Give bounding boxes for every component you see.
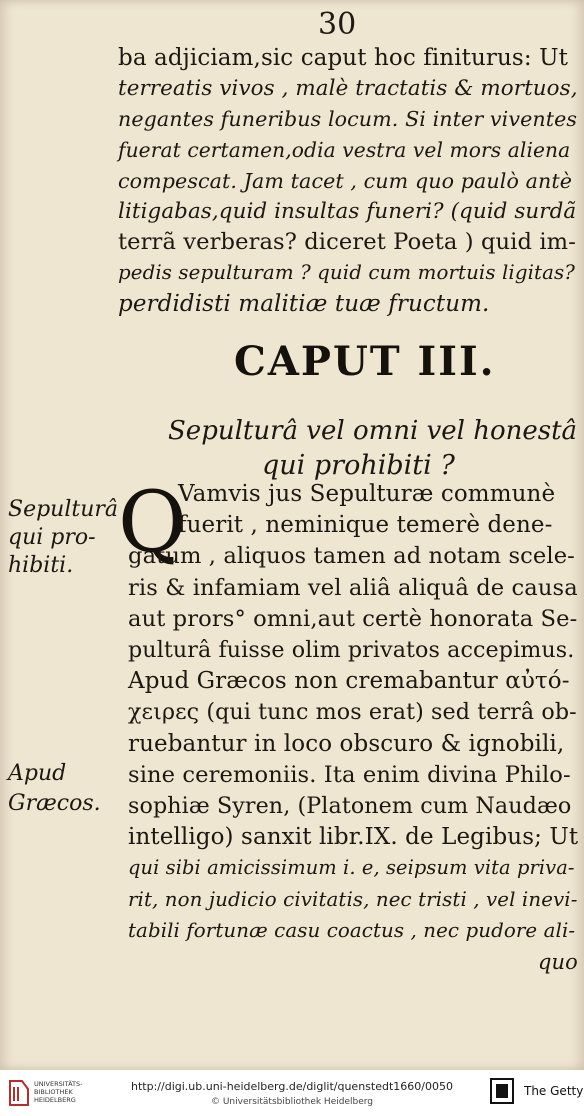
viewer-footer (0, 1070, 584, 1116)
chapter-subtitle-line-1: Sepulturâ vel omni vel honestâ (168, 416, 578, 446)
catchword: quo (538, 950, 578, 974)
text-line: qui sibi amicissimum i. e, seipsum vita priva- (128, 856, 575, 880)
text-line: tabili fortunæ casu coactus , nec pudore ali- (128, 918, 576, 942)
text-line: pulturâ fuisse olim privatos accepimus. (128, 637, 575, 663)
chapter-heading: CAPUT III. (234, 338, 496, 385)
library-name: UNIVERSITÄTS- BIBLIOTHEK HEIDELBERG (34, 1080, 83, 1104)
copyright-notice: © Universitätsbibliothek Heidelberg (210, 1097, 373, 1107)
text-line: intelligo) sanxit libr.IX. de Legibus; Ut (128, 824, 579, 851)
margin-note-1-line-1: Sepulturâ (8, 497, 119, 522)
text-line: rit, non judicio civitatis, nec tristi , vel inevi- (128, 887, 578, 911)
text-line: pedis sepulturam ? quid cum mortuis ligitas? (118, 260, 575, 284)
page-number: 30 (318, 7, 357, 42)
text-line: terreatis vivos , malè tractatis & mortuos, (118, 75, 578, 101)
margin-note-1-line-2: qui pro- (8, 525, 96, 550)
partner-name: The Getty (524, 1084, 584, 1098)
permalink-url[interactable]: http://digi.ub.uni-heidelberg.de/diglit/quenstedt1660/0050 (131, 1080, 453, 1093)
text-line: ruebantur in loco obscuro & ignobili, (128, 730, 565, 757)
text-line: sophiæ Syren, (Platonem cum Naudæo (128, 793, 572, 819)
text-line: Apud Græcos non cremabantur αὐτό- (128, 668, 570, 695)
text-line: ris & infamiam vel aliâ aliquâ de causa (128, 574, 578, 601)
text-line: ba adjiciam,sic caput hoc finiturus: Ut (118, 45, 568, 71)
text-line: gatum , aliquos tamen ad notam scele- (128, 543, 575, 570)
margin-note-2-line-1: Apud (8, 761, 67, 786)
text-line: fuerit , neminique temerè dene- (178, 512, 553, 539)
text-line: Vamvis jus Sepulturæ communè (178, 481, 556, 507)
text-line: perdidisti malitiæ tuæ fructum. (118, 290, 490, 317)
text-line: compescat. Jam tacet , cum quo paulò antè (118, 168, 572, 193)
text-line: negantes funeribus locum. Si inter viventes (118, 107, 578, 132)
text-line: χειρες (qui tunc mos erat) sed terrâ ob- (128, 699, 577, 726)
chapter-subtitle-line-2: qui prohibiti ? (262, 450, 455, 481)
text-line: litigabas,quid insultas funeri? (quid surdã (118, 198, 577, 224)
margin-note-2-line-2: Græcos. (8, 791, 101, 816)
drop-cap: Q (118, 473, 187, 571)
text-line: terrã verberas? diceret Poeta ) quid im- (118, 229, 576, 256)
margin-note-1-line-3: hibiti. (8, 553, 74, 578)
text-line: fuerat certamen,odia vestra vel mors aliena (118, 138, 571, 163)
text-line: aut prors° omni,aut certè honorata Se- (128, 605, 578, 632)
text-line: sine ceremoniis. Ita enim divina Philo- (128, 761, 571, 788)
getty-logo-icon (490, 1078, 514, 1104)
